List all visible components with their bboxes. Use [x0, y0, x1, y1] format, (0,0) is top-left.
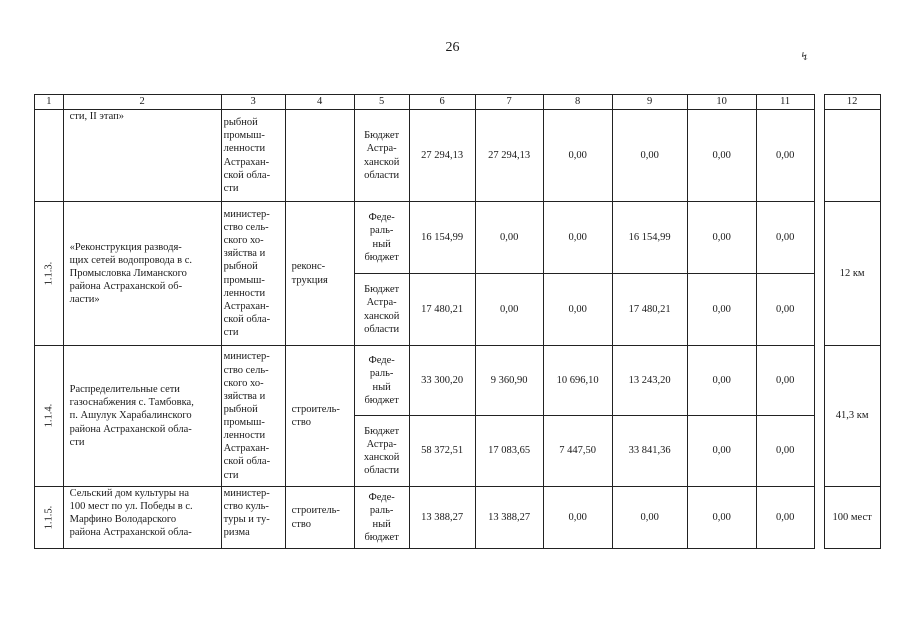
value-col-9: 33 841,36: [612, 416, 687, 487]
value-col-6: 16 154,99: [409, 202, 475, 274]
work-kind: строитель- ство: [285, 487, 354, 549]
value-col-9: 0,00: [612, 487, 687, 549]
table-row: [35, 110, 881, 202]
col-header-6: 6: [409, 95, 475, 110]
col-header-3: 3: [221, 95, 285, 110]
col-header-11: 11: [756, 95, 814, 110]
value-col-6: 58 372,51: [409, 416, 475, 487]
col-header-10: 10: [687, 95, 756, 110]
value-col-8: 0,00: [543, 274, 612, 346]
object-name: Распределительные сети газоснабжения с. Тамбовка, п. Ашулук Харабалинского района Астраханской обла- сти: [63, 346, 221, 487]
value-col-7: 13 388,27: [475, 487, 543, 549]
value-col-11: 0,00: [756, 487, 814, 549]
object-name: «Реконструкция разводя- щих сетей водопровода в с. Промысловка Лиманского района Астраханской об- ласти»: [63, 202, 221, 346]
value-col-9: 0,00: [612, 110, 687, 202]
work-kind: [285, 110, 354, 202]
value-col-11: 0,00: [756, 274, 814, 346]
funding-source: Феде- раль- ный бюджет: [354, 202, 409, 274]
result-cell: [824, 110, 880, 202]
column-gap: [814, 487, 824, 549]
value-col-7: 9 360,90: [475, 346, 543, 416]
row-number-cell: [35, 202, 64, 346]
column-gap: [814, 110, 824, 202]
value-col-10: 0,00: [687, 346, 756, 416]
table-header-row: [35, 95, 881, 110]
col-header-1: 1: [35, 95, 64, 110]
table-row: [35, 202, 881, 274]
value-col-10: 0,00: [687, 416, 756, 487]
value-col-6: 27 294,13: [409, 110, 475, 202]
value-col-9: 13 243,20: [612, 346, 687, 416]
col-header-9: 9: [612, 95, 687, 110]
value-col-9: 17 480,21: [612, 274, 687, 346]
table-row: [35, 346, 881, 416]
col-header-12: 12: [824, 95, 880, 110]
value-col-6: 33 300,20: [409, 346, 475, 416]
value-col-10: 0,00: [687, 202, 756, 274]
value-col-11: 0,00: [756, 346, 814, 416]
budget-table: [34, 94, 881, 549]
col-header-4: 4: [285, 95, 354, 110]
row-number: 1.1.3.: [43, 261, 55, 286]
column-gap: [814, 202, 824, 346]
value-col-11: 0,00: [756, 202, 814, 274]
value-col-8: 0,00: [543, 487, 612, 549]
executor: министер- ство сель- ского хо- зяйства и рыбной промыш- ленности Астрахан- ской обла- сти: [221, 202, 285, 346]
executor: министер- ство сель- ского хо- зяйства и рыбной промыш- ленности Астрахан- ской обла- сти: [221, 346, 285, 487]
funding-source: Феде- раль- ный бюджет: [354, 487, 409, 549]
value-col-6: 17 480,21: [409, 274, 475, 346]
value-col-9: 16 154,99: [612, 202, 687, 274]
executor: рыбной промыш- ленности Астрахан- ской обла- сти: [221, 110, 285, 202]
value-col-6: 13 388,27: [409, 487, 475, 549]
work-kind: реконс- трукция: [285, 202, 354, 346]
value-col-8: 10 696,10: [543, 346, 612, 416]
col-header-7: 7: [475, 95, 543, 110]
value-col-7: 27 294,13: [475, 110, 543, 202]
table-row: [35, 487, 881, 549]
row-number: 1.1.4.: [43, 404, 55, 428]
executor: министер- ство куль- туры и ту- ризма: [221, 487, 285, 549]
funding-source: Бюджет Астра- ханской области: [354, 110, 409, 202]
value-col-11: 0,00: [756, 416, 814, 487]
value-col-8: 0,00: [543, 110, 612, 202]
funding-source: Феде- раль- ный бюджет: [354, 346, 409, 416]
funding-source: Бюджет Астра- ханской области: [354, 416, 409, 487]
value-col-10: 0,00: [687, 274, 756, 346]
result-cell: 100 мест: [824, 487, 880, 549]
col-header-5: 5: [354, 95, 409, 110]
col-header-8: 8: [543, 95, 612, 110]
value-col-7: 0,00: [475, 274, 543, 346]
value-col-10: 0,00: [687, 487, 756, 549]
row-number-cell: [35, 110, 64, 202]
row-number-cell: [35, 487, 64, 549]
value-col-7: 17 083,65: [475, 416, 543, 487]
corner-mark: ↯: [800, 51, 810, 63]
object-name: Сельский дом культуры на 100 мест по ул. Победы в с. Марфино Володарского района Астраханской обла-: [63, 487, 221, 549]
value-col-8: 0,00: [543, 202, 612, 274]
value-col-8: 7 447,50: [543, 416, 612, 487]
result-cell: 41,3 км: [824, 346, 880, 487]
value-col-10: 0,00: [687, 110, 756, 202]
row-number: 1.1.5.: [43, 505, 55, 530]
object-name: сти, II этап»: [63, 110, 221, 202]
value-col-11: 0,00: [756, 110, 814, 202]
result-cell: 12 км: [824, 202, 880, 346]
value-col-7: 0,00: [475, 202, 543, 274]
page-number: 26: [445, 40, 460, 55]
col-header-2: 2: [63, 95, 221, 110]
column-gap: [814, 95, 824, 110]
funding-source: Бюджет Астра- ханской области: [354, 274, 409, 346]
row-number-cell: [35, 346, 64, 487]
work-kind: строитель- ство: [285, 346, 354, 487]
column-gap: [814, 346, 824, 487]
